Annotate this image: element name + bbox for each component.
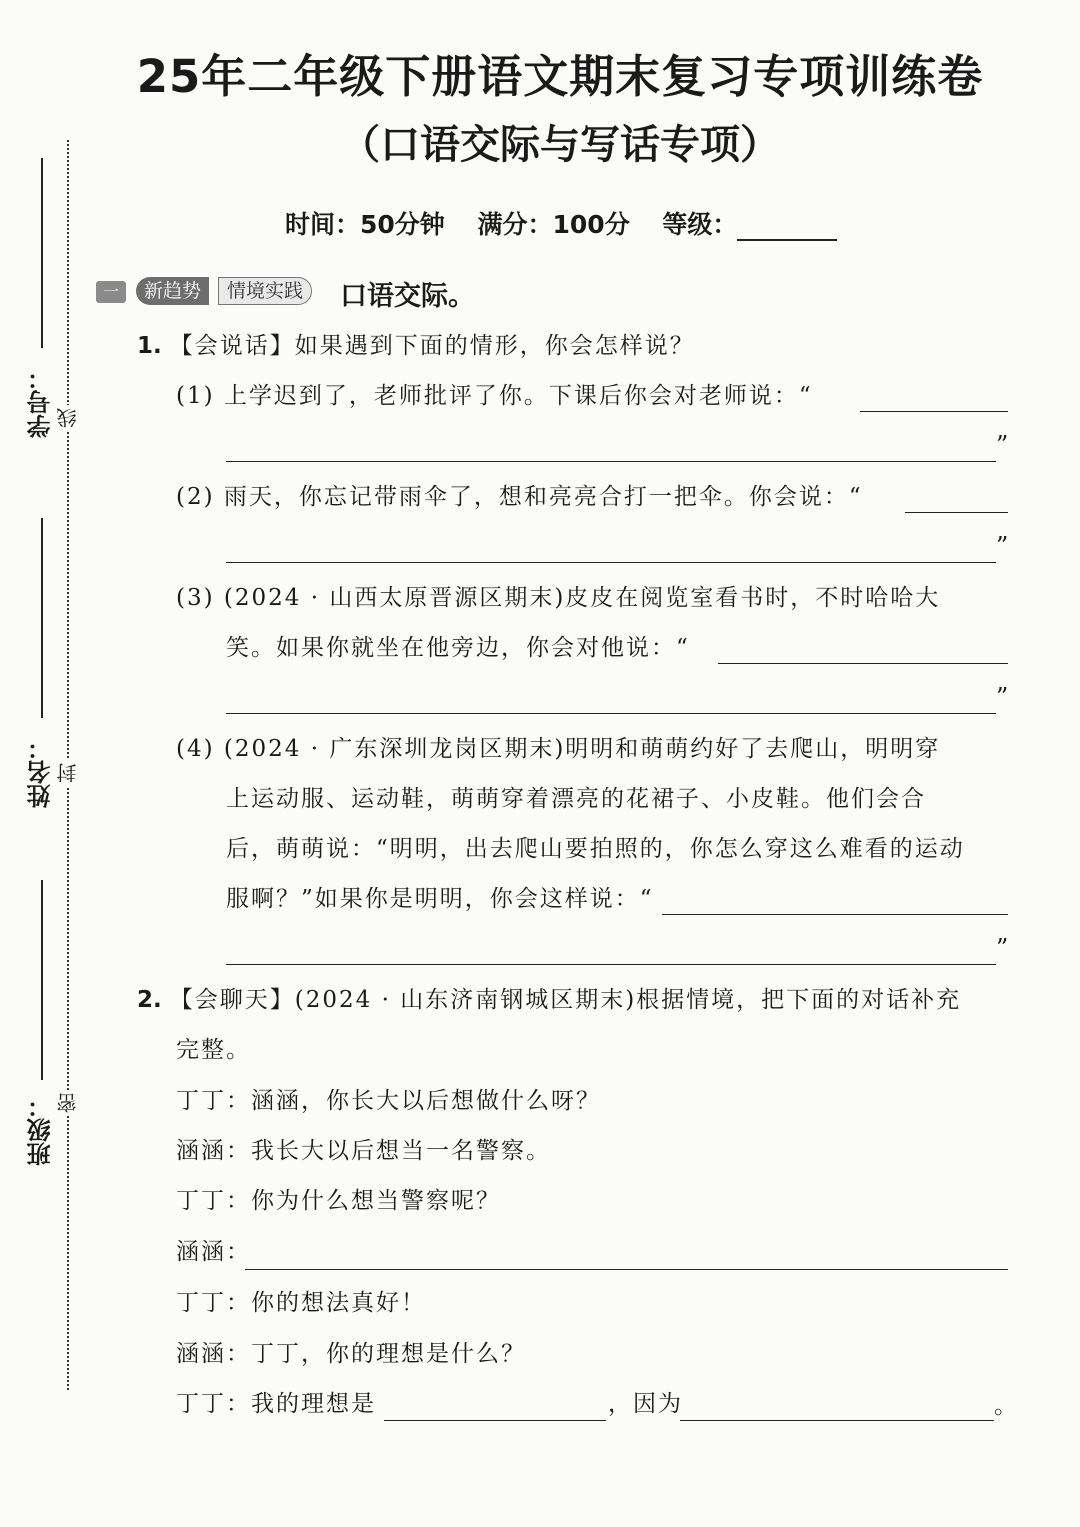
class-label: 班级：	[27, 1094, 55, 1166]
q1-item3-blank1[interactable]	[718, 663, 1008, 664]
name-label: 姓名：	[27, 736, 55, 808]
q1-item4-line4: 服啊？”如果你是明明，你会这样说：“	[226, 886, 654, 912]
student-no-line	[41, 158, 43, 348]
time-info: 时间：50分钟	[285, 210, 445, 239]
q1-item4-blank2[interactable]	[226, 964, 996, 965]
q1-item3-line2: 笑。如果你就坐在他旁边，你会对他说：“	[226, 635, 690, 661]
page-subtitle: （口语交际与写话专项）	[340, 122, 780, 168]
class-line	[41, 880, 43, 1080]
q1-number: 1.	[137, 333, 162, 359]
q1-item1-line1: (1) 上学迟到了，老师批评了你。下课后你会对老师说：“	[176, 383, 813, 409]
q1-item1-blank2[interactable]	[226, 461, 996, 462]
q1-text: 【会说话】如果遇到下面的情形，你会怎样说？	[169, 333, 695, 359]
q1-item4-line3: 后，萌萌说：“明明，出去爬山要拍照的，你怎么穿这么难看的运动	[226, 836, 965, 862]
q1-item4-line2: 上运动服、运动鞋，萌萌穿着漂亮的花裙子、小皮鞋。他们会合	[226, 786, 926, 812]
dialogue-line-5: 丁丁：你的想法真好！	[176, 1290, 426, 1316]
q2-answer-blank-hanhan[interactable]	[245, 1269, 1008, 1270]
dialogue-line-6: 涵涵：丁丁，你的理想是什么？	[176, 1341, 526, 1367]
q2-reason-blank[interactable]	[680, 1420, 994, 1421]
q1-item2-blank1[interactable]	[905, 512, 1008, 513]
section-number: 一	[96, 281, 126, 303]
q1-item2-close-quote: ”	[996, 532, 1009, 560]
dialogue-line-2: 涵涵：我长大以后想当一名警察。	[176, 1138, 551, 1164]
q2-ideal-blank[interactable]	[384, 1420, 606, 1421]
score-info: 满分：100分	[477, 210, 630, 239]
seal-close-char: 密	[57, 1090, 79, 1116]
page-title: 25年二年级下册语文期末复习专项训练卷	[136, 50, 984, 103]
q2-text: 【会聊天】(2024 · 山东济南钢城区期末)根据情境，把下面的对话补充	[169, 987, 962, 1013]
grade-label: 等级：	[662, 210, 738, 239]
q1-item3-blank2[interactable]	[226, 713, 996, 714]
q1-item4-blank1[interactable]	[662, 914, 1008, 915]
q1-item4-close-quote: ”	[996, 934, 1009, 962]
because-text: ，因为	[608, 1391, 683, 1417]
q2-prompt-line1	[137, 984, 961, 1016]
dialogue-line-4: 涵涵：	[176, 1239, 251, 1265]
q1-item1-close-quote: ”	[996, 431, 1009, 459]
scenario-practice-tag: 情境实践	[218, 277, 312, 305]
seal-line-char: 线	[57, 405, 79, 431]
q2-prompt-line2: 完整。	[176, 1037, 251, 1063]
dialogue-line-7: 丁丁：我的理想是	[176, 1391, 376, 1417]
q1-item2-blank2[interactable]	[226, 562, 996, 563]
end-period: 。	[994, 1393, 1019, 1419]
q1-item3-line1: (3) (2024 · 山西太原晋源区期末)皮皮在阅览室看书时，不时哈哈大	[176, 585, 941, 611]
q1-item2-line1: (2) 雨天，你忘记带雨伞了，想和亮亮合打一把伞。你会说：“	[176, 484, 863, 510]
q1-item4-line1: (4) (2024 · 广东深圳龙岗区期末)明明和萌萌约好了去爬山，明明穿	[176, 736, 941, 762]
name-line	[41, 518, 43, 718]
new-trend-tag: 新趋势	[136, 277, 209, 305]
q1-item3-close-quote: ”	[996, 683, 1009, 711]
seal-seal-char: 封	[57, 760, 79, 786]
q1-item1-blank1[interactable]	[860, 411, 1008, 412]
section-title: 口语交际。	[340, 281, 475, 312]
exam-meta	[285, 205, 861, 241]
q1-prompt	[137, 330, 695, 362]
dialogue-line-3: 丁丁：你为什么想当警察呢？	[176, 1188, 501, 1214]
q2-number: 2.	[137, 987, 162, 1013]
student-no-label: 学号：	[27, 366, 55, 438]
dialogue-line-1: 丁丁：涵涵，你长大以后想做什么呀？	[176, 1088, 601, 1114]
grade-blank[interactable]	[737, 213, 837, 241]
